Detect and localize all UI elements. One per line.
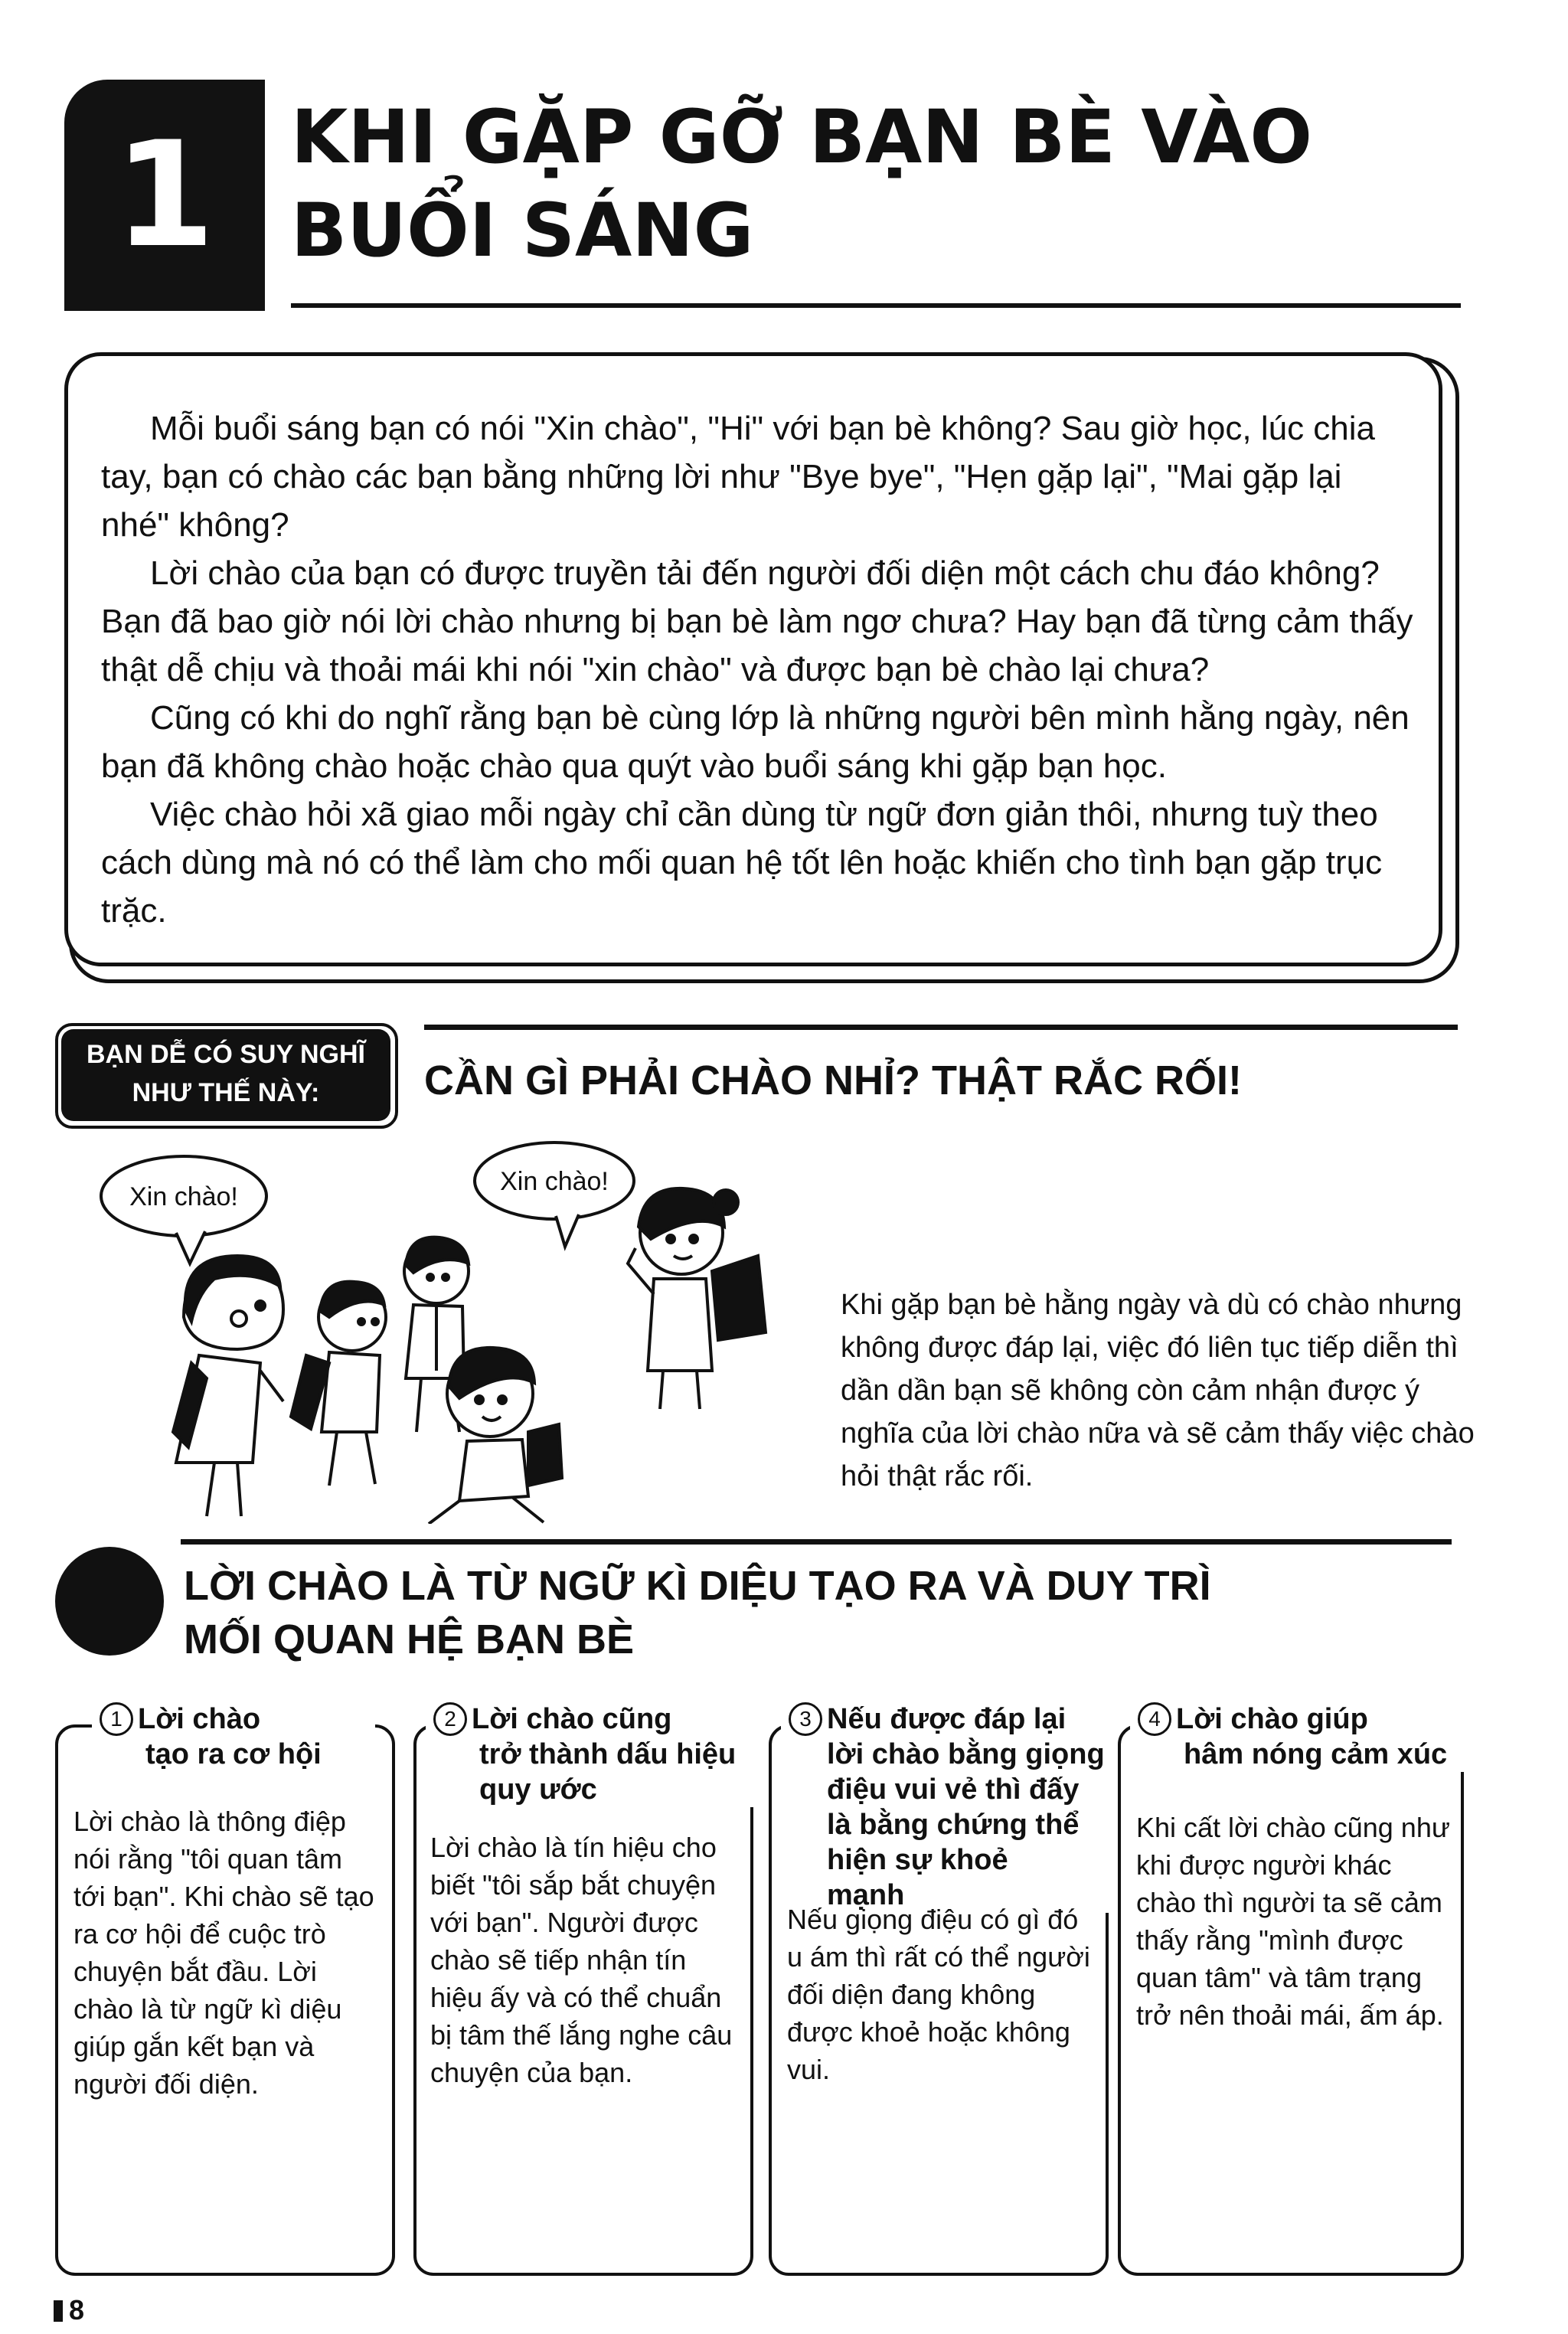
card-3-title-line: Nếu được đáp lại (827, 1703, 1067, 1735)
card-1-number: 1 (100, 1702, 133, 1736)
card-2-title-line: quy ước (479, 1773, 597, 1806)
speech-bubble-right (475, 1142, 634, 1247)
intro-text (101, 404, 1418, 935)
page-marker (54, 2300, 63, 2322)
section-title (184, 1559, 1439, 1666)
card-2-body: Lời chào là tín hiệu cho biết "tôi sắp bắt chuyện với bạn". Người được chào sẽ tiếp nhận tín hiệu ấy và có thể chuẩn bị tâm thế lắng nghe câu chuyện của bạn. (430, 1832, 733, 2088)
card-1-title-line: tạo ra cơ hội (145, 1738, 322, 1770)
girl-waving-figure (628, 1188, 766, 1409)
section-bullet-dot (55, 1547, 164, 1656)
card-2-title-line: Lời chào cũng (472, 1703, 672, 1735)
bubble-right-text: Xin chào! (500, 1167, 609, 1196)
card-2-title-line: trở thành dấu hiệu (479, 1738, 737, 1770)
card-4-title (1130, 1701, 1475, 1772)
intro-paragraph: Cũng có khi do nghĩ rằng bạn bè cùng lớp là những người bên mình hằng ngày, nên bạn đã không chào hoặc chào qua quýt vào buổi sáng khi gặp bạn học. (101, 699, 1410, 785)
card-1-body: Lời chào là thông điệp nói rằng "tôi quan tâm tới bạn". Khi chào sẽ tạo ra cơ hội để cuộc trò chuyện bắt đầu. Lời chào là từ ngữ kì diệu giúp gắn kết bạn và người đối diện. (74, 1806, 374, 2100)
section-title-line: MỐI QUAN HỆ BẠN BÈ (184, 1616, 635, 1662)
boy-left-figure (173, 1256, 283, 1516)
chapter-number: 1 (113, 110, 216, 279)
chapter-title: KHI GẶP GỠ BẠN BÈ VÀO BUỔI SÁNG (291, 94, 1312, 273)
section-divider (181, 1539, 1452, 1545)
bubble-left-text: Xin chào! (129, 1182, 238, 1211)
card-3-number: 3 (789, 1702, 822, 1736)
children-greeting-illustration (100, 1141, 804, 1524)
speech-bubble-left (101, 1156, 266, 1263)
section-title-line: LỜI CHÀO LÀ TỪ NGỮ KÌ DIỆU TẠO RA VÀ DUY TRÌ (184, 1563, 1211, 1609)
think-title: CẦN GÌ PHẢI CHÀO NHỈ? THẬT RẮC RỐI! (424, 1057, 1242, 1103)
think-label-line: NHƯ THẾ NÀY: (132, 1078, 320, 1107)
card-3-title (781, 1701, 1118, 1913)
header-divider (291, 303, 1461, 308)
intro-paragraph: Lời chào của bạn có được truyền tải đến người đối diện một cách chu đáo không? Bạn đã bao giờ nói lời chào nhưng bị bạn bè làm ngơ chưa? Hay bạn đã từng cảm thấy thật dễ chịu và thoải mái khi nói "xin chào" và được bạn bè chào lại chưa? (101, 554, 1413, 688)
card-4-title-line: Lời chào giúp (1176, 1703, 1368, 1735)
card-3-title-line: lời chào bằng giọng (827, 1738, 1105, 1770)
card-3-body: Nếu giọng điệu có gì đó u ám thì rất có thể người đối diện đang không được khoẻ hoặc không vui. (787, 1904, 1090, 2085)
card-4-number: 4 (1138, 1702, 1171, 1736)
card-4-body: Khi cất lời chào cũng như khi được người khác chào thì người ta sẽ cảm thấy rằng "mình được quan tâm" và tâm trạng trở nên thoải mái, ấm áp. (1136, 1812, 1450, 2031)
boy-middle-figure (291, 1282, 386, 1486)
card-4-title-line: hâm nóng cảm xúc (1184, 1738, 1448, 1770)
intro-paragraph: Việc chào hỏi xã giao mỗi ngày chỉ cần dùng từ ngữ đơn giản thôi, nhưng tuỳ theo cách dùng mà nó có thể làm cho mối quan hệ tốt lên hoặc khiến cho tình bạn gặp trục trặc. (101, 796, 1383, 930)
card-1-title (92, 1701, 375, 1772)
card-3-title-line: là bằng chứng thể hiện sự khoẻ mạnh (827, 1809, 1080, 1911)
page-number: 8 (69, 2294, 85, 2326)
think-divider (424, 1025, 1458, 1030)
think-label-line: BẠN DỄ CÓ SUY NGHĨ (87, 1040, 365, 1069)
think-label (61, 1035, 390, 1112)
card-3-title-line: điệu vui vẻ thì đấy (827, 1773, 1080, 1806)
card-2-title (426, 1701, 763, 1807)
card-2-number: 2 (433, 1702, 467, 1736)
intro-paragraph: Mỗi buổi sáng bạn có nói "Xin chào", "Hi" với bạn bè không? Sau giờ học, lúc chia tay, bạn có chào các bạn bằng những lời như "Bye bye", "Hẹn gặp lại", "Mai gặp lại nhé" không? (101, 410, 1376, 544)
card-1-title-line: Lời chào (138, 1703, 261, 1735)
explanation-text: Khi gặp bạn bè hằng ngày và dù có chào nhưng không được đáp lại, việc đó liên tục tiếp diễn thì dần dần bạn sẽ không còn cảm nhận được ý nghĩa của lời chào nữa và sẽ cảm thấy việc chào hỏi thật rắc rối. (841, 1289, 1475, 1492)
